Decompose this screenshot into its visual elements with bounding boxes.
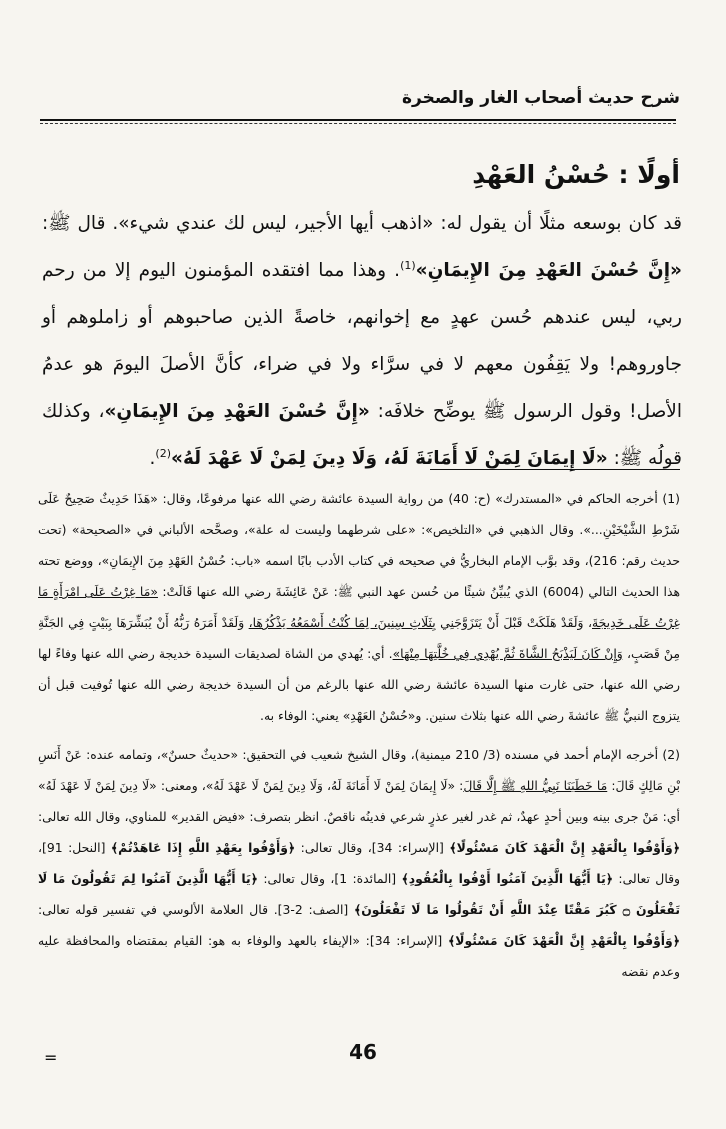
footnote-1 — [38, 483, 680, 731]
fn-text: (1) أخرجه الحاكم في «المستدرك» (ح: 40) من رواية السيدة عائشة رضي الله عنها مرفوعًا، وقال: «هَذَا حَدِيثٌ صَحِيحٌ عَلَى شَرْطِ الشَّيْخَيْنِ...». وقال الذهبي في «التلخيص»: «على شرطهما وليست له علة»، وصحَّحه الألباني في «الصحيحة» (تحت حديث رقم: 216)، وقد بوَّب الإمام البخاريُّ في صحيحه في كتاب الأدب بابًا اسمه «باب: حُسْنُ العَهْدِ مِنَ الإِيمَانِ»، ووضع تحته هذا الحديث التالي (6004) الذي يُبيِّنُ شيئًا من حُسن عهد النبي ﷺ: عَنْ عَائِشَةَ رضي الله عنها قَالَتْ: — [38, 491, 680, 599]
hadith-quote: «إِنَّ حُسْنَ العَهْدِ مِنَ الإِيمَانِ» — [104, 401, 370, 422]
hadith-quote: «إِنَّ حُسْنَ العَهْدِ مِنَ الإِيمَانِ» — [415, 260, 683, 281]
fn-text: : «لَا إِيمَانَ لِمَنْ لَا أَمَانَةَ لَهُ، وَلَا دِينَ لِمَنْ لَا عَهْدَ لَهُ»، ومعنى: «لَا دِينَ لِمَنْ لَا عَهْدَ لَهُ» أي: مَنْ جرى بينه وبين أحدٍ عهدٌ، ثم غدر لغير عذرٍ شرعي فدينُه ناقصٌ. انظر بتصرف: «فيض القدير» للمناوي، وقال الله تعالى: — [38, 778, 680, 824]
header-rule — [40, 119, 676, 121]
fn-underlined: وَإِنْ كَانَ لَيَذْبَحُ الشَّاةَ ثُمَّ يُهْدِي فِي خُلَّتِهَا مِنْهَا» — [392, 646, 623, 661]
fn-text: ، وَلَقَدْ هَلَكَتْ قَبْلَ أَنْ يَتَزَوَّجَنِي — [435, 615, 592, 630]
fn-text: وَلَقَدْ أَمَرَهُ رَبُّهُ أَنْ يُبَشِّرَهَا بِبَيْتٍ فِي الجَنَّةِ مِنْ قَصَبٍ، — [38, 615, 680, 661]
hadith-quote: «لَا إِيمَانَ لِمَنْ لَا أَمَانَةَ لَهُ، وَلَا دِينَ لِمَنْ لَا عَهْدَ لَهُ» — [171, 448, 608, 469]
fn-text: [الصف: 2-3]. قال العلامة الألوسي في تفسير قوله تعالى: — [38, 902, 354, 917]
text-run: . — [149, 448, 156, 469]
text-run: ، وكذلك قولُه ﷺ: — [42, 401, 682, 469]
fn-text: (2) أخرجه الإمام أحمد في مسنده (3/ 210 ميمنية)، وقال الشيخ شعيب في التحقيق: «حديثٌ حسنٌ»، وتمامه عنده: عَنْ أَنَسِ بْنِ مَالِكٍ قَالَ: — [38, 747, 681, 793]
fn-text: [النحل: 91]، وقال تعالى: — [38, 840, 680, 886]
main-text — [42, 200, 682, 482]
fn-text: [الإسراء: 34]: «الإيفاء بالعهد والوفاء به هو: القيام بمقتضاه والمحافظة عليه وعدم نقضه — [38, 933, 680, 979]
fn-text: [الإسراء: 34]، وقال تعالى: — [295, 840, 450, 855]
quran-verse: ﴿يَا أَيُّهَا الَّذِينَ آمَنُوا أَوْفُوا بِالْعُقُودِ﴾ — [401, 871, 613, 886]
quran-verse: ﴿وَأَوْفُوا بِالْعَهْدِ إِنَّ الْعَهْدَ كَانَ مَسْئُولًا﴾ — [447, 933, 680, 948]
footnote-ref-2[interactable]: (2) — [155, 446, 172, 460]
footnotes — [38, 483, 680, 987]
continuation-mark: = — [44, 1048, 58, 1067]
header-rule-dashed — [40, 123, 676, 124]
section-title: أولًا : حُسْنُ العَهْدِ — [472, 160, 680, 189]
text-run: قد كان بوسعه مثلًا أن يقول له: «اذهب أيها الأجير، ليس لك عندي شيء». قال ﷺ: — [42, 213, 682, 234]
text-run: . وهذا مما افتقده المؤمنون اليوم إلا من رحم ربي، ليس عندهم حُسن عهدٍ مع إخوانهم، خاصةً الذين صاحبوهم أو زاملوهم أو جاوروهم! ولا يَقِفُون معهم لا في سرَّاء ولا في ضراء، كأنَّ الأصلَ اليومَ هو عدمُ الأصل! وقول الرسول ﷺ يوضِّح خلافَه: — [42, 260, 682, 422]
footnote-ref-1[interactable]: (1) — [400, 258, 416, 272]
running-header: شرح حديث أصحاب الغار والصخرة — [401, 88, 680, 108]
quran-verse: ﴿وَأَوْفُوا بِعَهْدِ اللَّهِ إِذَا عَاهَدْتُمْ﴾ — [110, 840, 296, 855]
fn-text: [المائدة: 1]، وقال تعالى: — [257, 871, 402, 886]
fn-underlined: مَا خَطَبَنَا نَبِيُّ اللهِ ﷺ إِلَّا قَالَ — [463, 778, 608, 793]
quran-verse: ﴿يَا أَيُّهَا الَّذِينَ آمَنُوا لِمَ تَقُولُونَ مَا لَا تَفْعَلُونَ ۝ كَبُرَ مَقْتًا عِنْدَ اللَّهِ أَنْ تَقُولُوا مَا لَا تَفْعَلُونَ﴾ — [38, 871, 680, 917]
fn-text: . أي: يُهدي من الشاة لصديقات السيدة خديجة رضي الله عنها وفاءً لها رضي الله عنها، حتى غارت منها السيدة عائشة رضي الله عنها بالرغم من أن السيدة خديجة رضي الله عنها تُوفيت قبل أن يتزوج النبيُّ ﷺ عائشةَ رضي الله عنها بثلاث سنين. و«حُسْنُ العَهْدِ» يعني: الوفاء به. — [38, 646, 680, 723]
page-number: 46 — [349, 1040, 377, 1064]
fn-underlined: بِثَلَاثِ سِنِينَ، لِمَا كُنْتُ أَسْمَعُهُ يَذْكُرُهَا، — [248, 615, 436, 630]
footnote-separator — [430, 469, 680, 470]
paragraph — [42, 200, 682, 482]
footnote-2 — [38, 739, 680, 987]
quran-verse: ﴿وَأَوْفُوا بِالْعَهْدِ إِنَّ الْعَهْدَ كَانَ مَسْئُولًا﴾ — [449, 840, 680, 855]
fn-underlined: «مَا غِرْتُ عَلَى امْرَأَةٍ مَا غِرْتُ عَلَى خَدِيجَةَ — [38, 584, 680, 630]
